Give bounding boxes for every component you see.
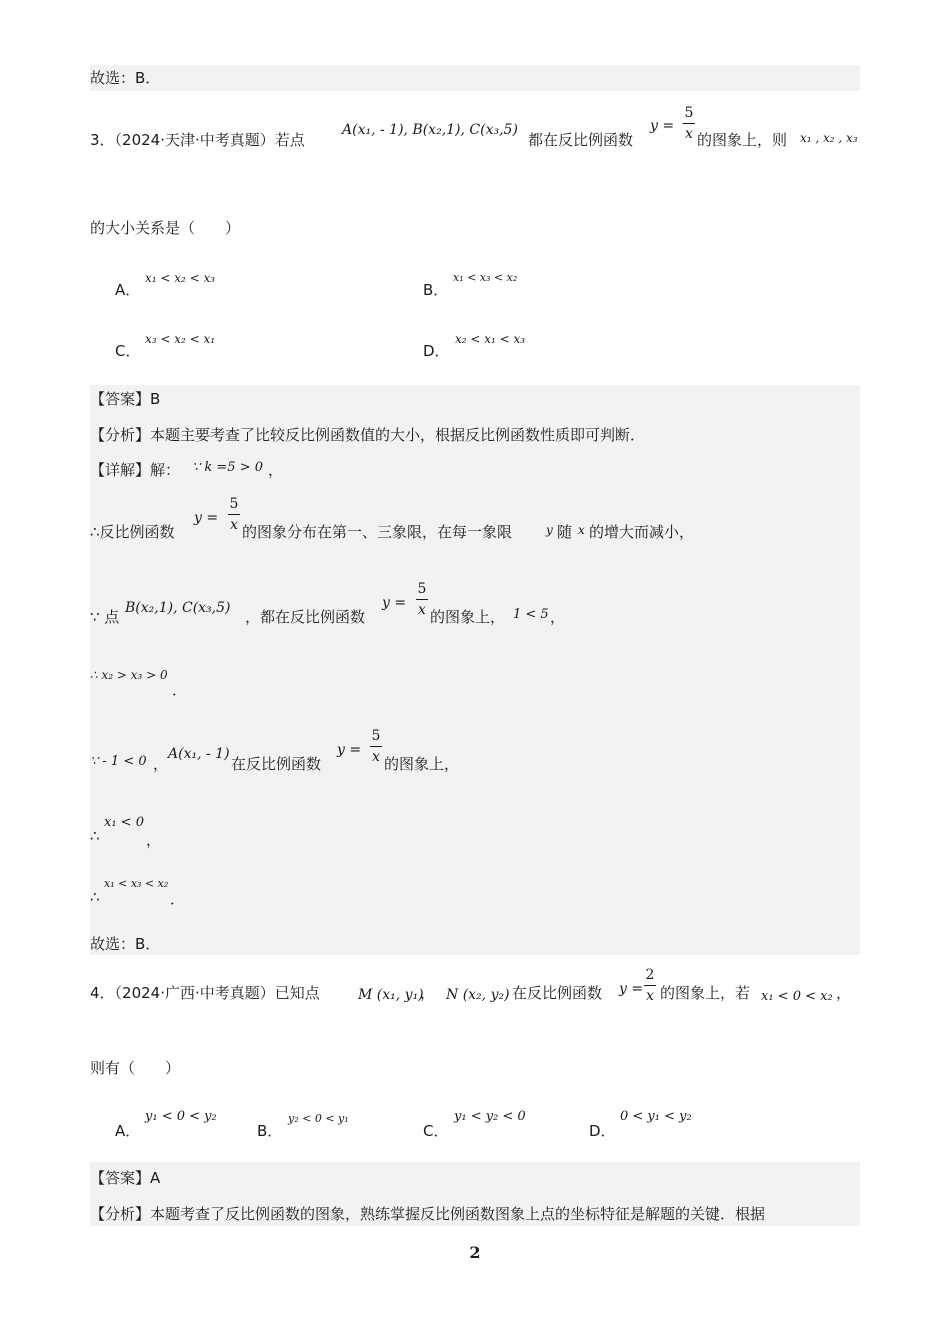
q3-step5-expr: x₁ < 0 (104, 815, 144, 830)
q2-solution-tail-block (90, 65, 860, 91)
q3-step6-end: ． (170, 890, 186, 908)
q2-final-answer: 故选：B． (90, 69, 161, 87)
q3-step6-expr: x₁ < x₃ < x₂ (104, 877, 169, 890)
q3-step4-num: 5 (371, 728, 381, 744)
q3-stem-line2: 的大小关系是（ ） (90, 219, 241, 237)
q3-step2-prefix: ∵ 点 (90, 608, 120, 626)
q4-func-y: y = (619, 981, 644, 997)
q3-step1-text3: 的增大而减小， (589, 523, 695, 541)
q3-step2-comma: ， (550, 608, 566, 626)
q3-step2-den: x (418, 602, 426, 618)
q4-condition-end: ， (836, 984, 852, 1002)
q3-option-a-expr[interactable]: x₁ < x₂ < x₃ (145, 271, 216, 285)
page-number: 2 (469, 1243, 481, 1262)
q3-step5-end: ， (146, 831, 162, 849)
q3-step1-x: x (578, 523, 585, 537)
q3-func-den: x (685, 126, 693, 142)
q3-answer: 【答案】B (90, 390, 161, 408)
q4-stem-suffix: 的图象上，若 (660, 984, 751, 1002)
q3-step2-num: 5 (417, 581, 427, 597)
q3-stem-mid: 都在反比例函数 (528, 131, 634, 149)
q4-option-c-expr[interactable]: y₁ < y₂ < 0 (454, 1109, 526, 1124)
q4-point-m: M (x₁, y₁) (358, 987, 424, 1003)
q4-option-d-letter[interactable]: D． (589, 1122, 616, 1140)
q3-step4-fraction (370, 727, 382, 766)
q4-point-n: N (x₂, y₂) (446, 987, 510, 1003)
q3-step4-den: x (372, 749, 380, 765)
q3-step1-num: 5 (229, 496, 239, 512)
fraction-bar (370, 746, 382, 747)
q4-func-num: 2 (645, 967, 655, 983)
fraction-bar (416, 599, 428, 600)
q4-answer: 【答案】A (90, 1169, 161, 1187)
q4-func-fraction (644, 966, 656, 1005)
q3-detail-comma: ， (268, 461, 284, 479)
q3-step1-prefix: ∴反比例函数 (90, 523, 175, 541)
q3-stem-prefix: 3．（2024·天津·中考真题）若点 (90, 131, 305, 149)
q3-option-a-letter[interactable]: A． (115, 281, 141, 299)
q3-step2-inequality: 1 < 5 (513, 607, 549, 622)
q4-option-c-letter[interactable]: C． (423, 1122, 449, 1140)
q3-step4-prefix: ∵ - 1 < 0 (90, 754, 147, 769)
q4-sep: ， (420, 984, 436, 1002)
q4-option-a-expr[interactable]: y₁ < 0 < y₂ (145, 1109, 217, 1124)
q3-analysis: 【分析】本题主要考查了比较反比例函数值的大小，根据反比例函数性质即可判断． (90, 426, 646, 444)
q3-step4-comma: ， (153, 755, 169, 773)
fraction-bar (644, 985, 656, 986)
q3-func-y: y = (650, 118, 675, 134)
q3-step1-y: y (546, 523, 553, 537)
q3-step2-points: B(x₂,1), C(x₃,5) (125, 600, 231, 616)
q3-stem-suffix: 的图象上，则 (697, 131, 788, 149)
q3-step3-end: ． (172, 681, 188, 699)
q3-final-answer: 故选：B． (90, 935, 161, 953)
q3-func-num: 5 (684, 105, 694, 121)
q3-detail-prefix: 【详解】解： (90, 461, 181, 479)
q4-analysis: 【分析】本题考查了反比例函数的图象，熟练掌握反比例函数图象上点的坐标特征是解题的关键．根据 (90, 1205, 766, 1223)
q4-option-d-expr[interactable]: 0 < y₁ < y₂ (620, 1109, 692, 1124)
q3-option-d-expr[interactable]: x₂ < x₁ < x₃ (455, 332, 526, 346)
q3-step1-text: 的图象分布在第一、三象限，在每一象限 (242, 523, 513, 541)
q3-option-c-expr[interactable]: x₃ < x₂ < x₁ (145, 332, 216, 346)
q3-step4-text: 在反比例函数 (231, 755, 322, 773)
q3-detail-condition: ∵ k =5 > 0 (192, 460, 264, 475)
q3-step1-func-y: y = (194, 510, 219, 526)
q4-func-den: x (646, 988, 654, 1004)
q3-option-c-letter[interactable]: C． (115, 342, 141, 360)
fraction-bar (228, 514, 240, 515)
q3-step2-fraction (416, 580, 428, 619)
q3-vars: x₁ , x₂ , x₃ (800, 131, 858, 145)
q4-option-b-letter[interactable]: B． (257, 1122, 283, 1140)
q4-stem-prefix: 4．（2024·广西·中考真题）已知点 (90, 984, 320, 1002)
q3-step4-text2: 的图象上， (384, 755, 460, 773)
q3-func-fraction (683, 104, 695, 143)
q4-option-b-expr[interactable]: y₂ < 0 < y₁ (288, 1112, 349, 1125)
q3-points: A(x₁, - 1), B(x₂,1), C(x₃,5) (342, 122, 518, 138)
q3-step4-func-y: y = (337, 742, 362, 758)
fraction-bar (683, 123, 695, 124)
q3-step5-symbol: ∴ (90, 827, 100, 845)
q4-stem-mid: 在反比例函数 (512, 984, 603, 1002)
q3-step6-symbol: ∴ (90, 888, 100, 906)
q3-step4-point: A(x₁, - 1) (168, 746, 230, 762)
q4-stem-line2: 则有（ ） (90, 1059, 181, 1077)
q3-option-b-expr[interactable]: x₁ < x₃ < x₂ (453, 271, 518, 284)
q3-step1-den: x (230, 517, 238, 533)
q4-option-a-letter[interactable]: A． (115, 1122, 141, 1140)
q3-step2-text: ，都在反比例函数 (245, 608, 366, 626)
q4-condition: x₁ < 0 < x₂ (761, 989, 833, 1004)
q3-step3-expr: ∴ x₂ > x₃ > 0 (90, 668, 168, 682)
q3-option-b-letter[interactable]: B． (423, 281, 449, 299)
q3-option-d-letter[interactable]: D． (423, 342, 450, 360)
q3-step1-text2: 随 (557, 523, 573, 541)
q3-step2-func-y: y = (382, 595, 407, 611)
q3-step1-fraction (228, 495, 240, 534)
q3-step2-text2: 的图象上， (430, 608, 506, 626)
